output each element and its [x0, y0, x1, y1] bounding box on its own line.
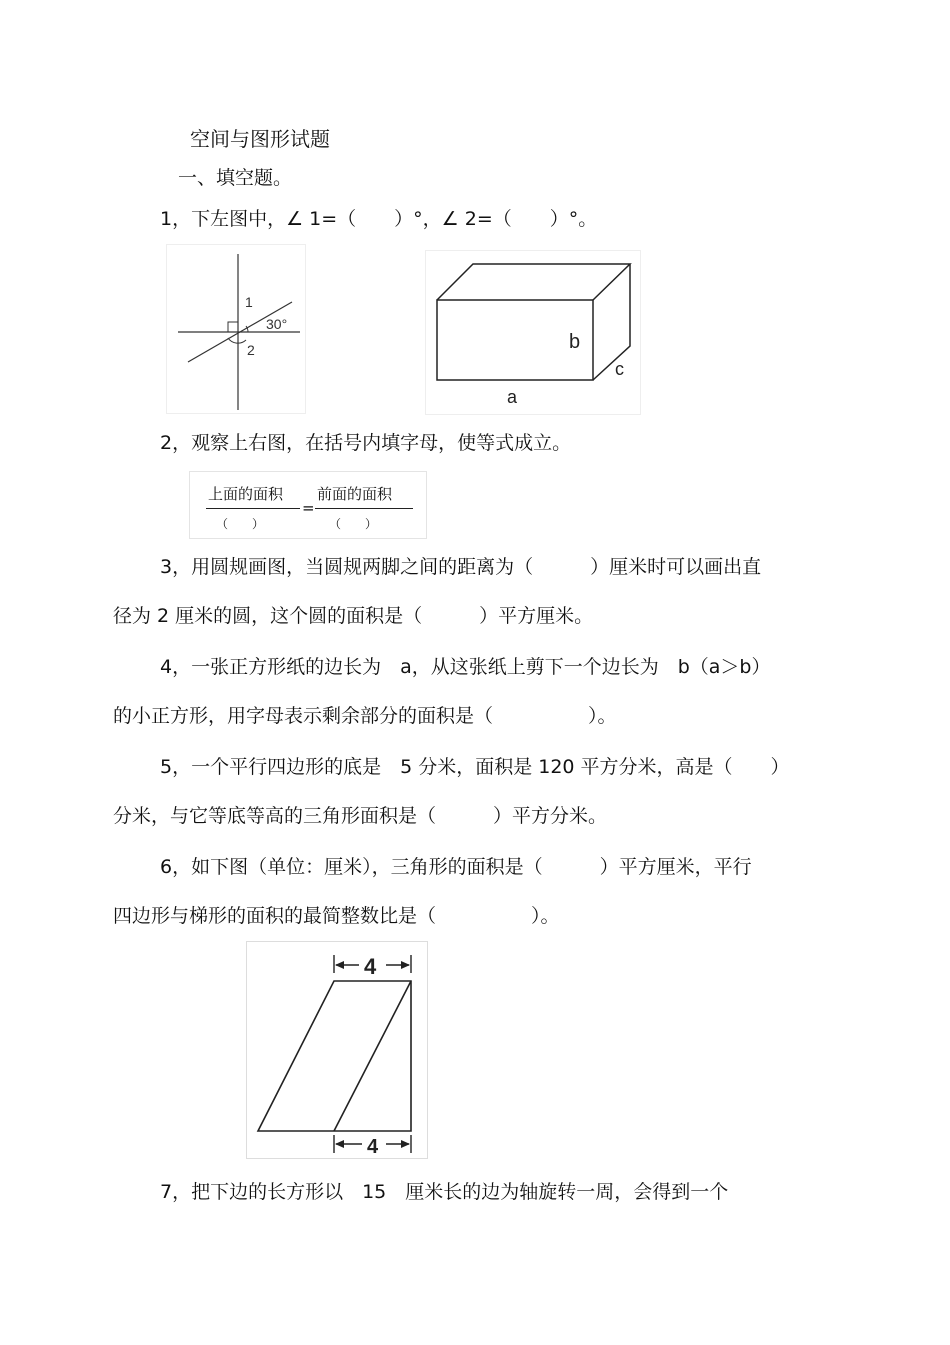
area-equation-figure: [189, 471, 427, 539]
angle-label-30: 30°: [266, 316, 288, 332]
equals-sign: =: [302, 499, 315, 517]
angle-figure: [166, 244, 306, 414]
question-5-line-1: 5，一个平行四边形的底是 5 分米，面积是 120 平方分米，高是（ ）: [160, 756, 790, 778]
denominator-left: （ ）: [216, 517, 265, 531]
question-1-text: 1，下左图中，∠ 1=（ ）°，∠ 2=（ ）°。: [160, 208, 598, 230]
page-title: 空间与图形试题: [190, 127, 330, 151]
cuboid-label-b: b: [569, 331, 581, 353]
numerator-front-area: 前面的面积: [317, 485, 393, 503]
question-5-line-2: 分米，与它等底等高的三角形面积是（ ）平方分米。: [113, 805, 608, 827]
question-6-line-2: 四边形与梯形的面积的最简整数比是（ ）。: [113, 905, 560, 927]
cuboid-label-c: c: [615, 359, 624, 379]
question-4-line-2: 的小正方形，用字母表示剩余部分的面积是（ ）。: [113, 705, 617, 727]
question-6-line-1: 6，如下图（单位：厘米），三角形的面积是（ ）平方厘米，平行: [160, 856, 752, 878]
numerator-top-area: 上面的面积: [208, 485, 284, 503]
question-4-line-1: 4，一张正方形纸的边长为 a，从这张纸上剪下一个边长为 b（a＞b）: [160, 656, 771, 678]
angle-label-1: 1: [245, 294, 253, 310]
parallelogram-figure: [246, 941, 428, 1159]
cuboid-label-a: a: [507, 387, 518, 407]
cuboid-figure: [425, 250, 641, 415]
question-2-text: 2，观察上右图，在括号内填字母，使等式成立。: [160, 432, 572, 454]
section-heading: 一、填空题。: [178, 167, 293, 189]
question-3-line-1: 3，用圆规画图，当圆规两脚之间的距离为（ ）厘米时可以画出直: [160, 556, 762, 578]
denominator-right: （ ）: [329, 517, 378, 531]
angle-label-2: 2: [247, 342, 255, 358]
top-length-label: 4: [364, 954, 377, 979]
question-7-line-1: 7，把下边的长方形以 15 厘米长的边为轴旋转一周，会得到一个: [160, 1181, 729, 1203]
bottom-length-label: 4: [367, 1136, 379, 1158]
question-3-line-2: 径为 2 厘米的圆，这个圆的面积是（ ）平方厘米。: [113, 605, 594, 627]
